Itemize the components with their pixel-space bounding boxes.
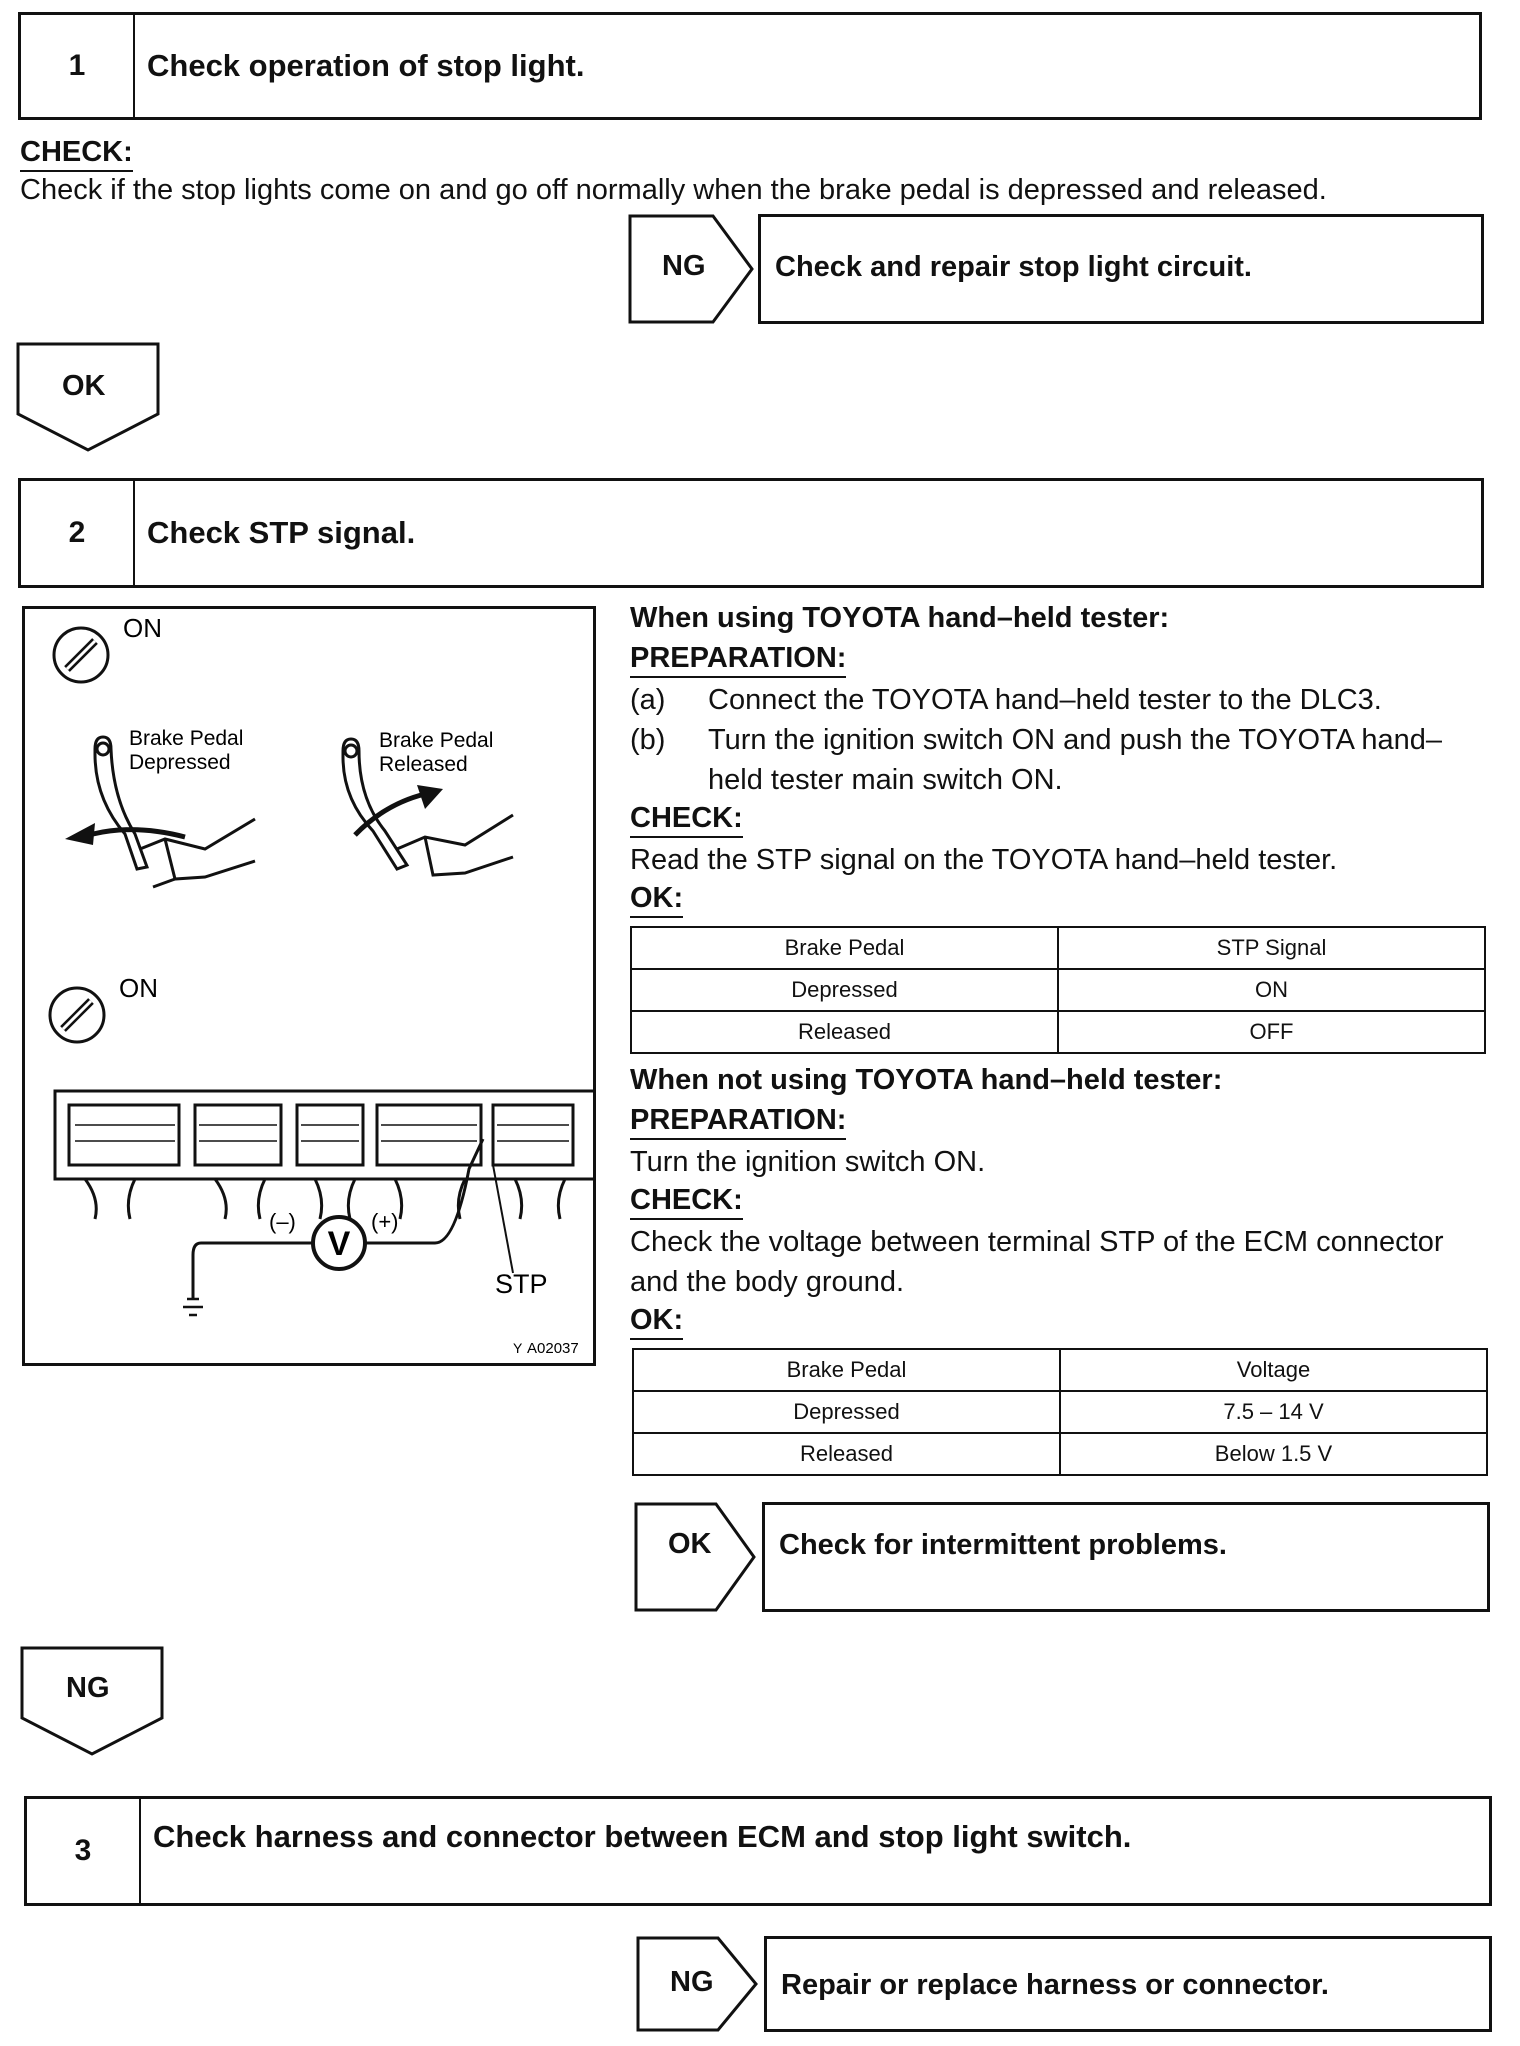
stp-signal-table (630, 926, 1486, 1054)
prep-a-text: Connect the TOYOTA hand–held tester to the DLC3. (708, 684, 1382, 716)
ok-label: OK (668, 1528, 712, 1560)
preparation-heading: PREPARATION: (630, 642, 846, 678)
prep-b-line1: Turn the ignition switch ON and push the TOYOTA hand– (708, 724, 1443, 756)
stp-label: STP (495, 1269, 548, 1299)
ignition-key-icon (50, 988, 104, 1042)
table-cell: 7.5 – 14 V (1060, 1391, 1487, 1433)
no-tester-heading: When not using TOYOTA hand–held tester: (630, 1064, 1223, 1096)
step-title: Check operation of stop light. (147, 48, 585, 83)
prep2-text: Turn the ignition switch ON. (630, 1146, 986, 1178)
table-cell: ON (1058, 969, 1485, 1011)
on-label: ON (119, 973, 158, 1003)
voltmeter-label: V (327, 1225, 351, 1263)
preparation-heading: PREPARATION: (630, 1104, 846, 1140)
table-header: STP Signal (1058, 927, 1485, 969)
table-header-row (631, 927, 1485, 969)
ng-label: NG (66, 1672, 110, 1704)
on-label: ON (123, 613, 162, 643)
prep-b-line2: held tester main switch ON. (708, 764, 1063, 796)
table-cell: Released (631, 1011, 1058, 1053)
step-number: 3 (27, 1799, 141, 1903)
ecm-connector-icon (55, 1091, 593, 1219)
step-2-header (18, 478, 1484, 588)
tester-heading: When using TOYOTA hand–held tester: (630, 602, 1170, 634)
ng-label: NG (662, 250, 706, 282)
table-row (633, 1391, 1487, 1433)
table-row (633, 1433, 1487, 1475)
check-heading: CHECK: (630, 802, 743, 838)
check-text: Check if the stop lights come on and go off normally when the brake pedal is depressed and released. (20, 174, 1327, 206)
table-cell: OFF (1058, 1011, 1485, 1053)
ok-branch (634, 1502, 1490, 1612)
table-cell: Depressed (633, 1391, 1060, 1433)
prep-a-label: (a) (630, 684, 666, 716)
check2-line2: and the body ground. (630, 1266, 905, 1298)
check-heading: CHECK: (630, 1184, 743, 1220)
pedal-depressed-line2: Depressed (129, 751, 231, 774)
check2-line1: Check the voltage between terminal STP of the ECM connector (630, 1226, 1444, 1258)
ok-result: Check for intermittent problems. (762, 1502, 1490, 1612)
ok-heading: OK: (630, 1304, 683, 1340)
check-heading: CHECK: (20, 136, 133, 172)
step-number: 2 (21, 481, 135, 585)
voltage-table (632, 1348, 1488, 1476)
table-row (631, 1011, 1485, 1053)
prep-b-label: (b) (630, 724, 666, 756)
ng-label: NG (670, 1966, 714, 1998)
ignition-key-icon (54, 628, 108, 682)
ok-label: OK (62, 370, 106, 402)
ng-result: Repair or replace harness or connector. (764, 1936, 1492, 2032)
figure-id: A02037 (527, 1340, 579, 1357)
step-number: 1 (21, 15, 135, 117)
table-header: Brake Pedal (631, 927, 1058, 969)
step-1-header (18, 12, 1482, 120)
plus-label: (+) (371, 1209, 399, 1234)
step-title: Check STP signal. (147, 515, 416, 550)
figure-mark: Y (513, 1340, 523, 1356)
minus-label: (–) (269, 1209, 296, 1234)
ng-branch (636, 1936, 1492, 2046)
ng-result: Check and repair stop light circuit. (758, 214, 1484, 324)
step-title: Check harness and connector between ECM and stop light switch. (153, 1819, 1132, 1854)
pedal-depressed-line1: Brake Pedal (129, 727, 244, 750)
table-cell: Released (633, 1433, 1060, 1475)
diagram-figure (22, 606, 596, 1366)
ok-heading: OK: (630, 882, 683, 918)
ng-branch (628, 214, 1484, 324)
table-header-row (633, 1349, 1487, 1391)
table-row (631, 969, 1485, 1011)
pedal-released-line1: Brake Pedal (379, 729, 494, 752)
table-header: Voltage (1060, 1349, 1487, 1391)
check-text: Read the STP signal on the TOYOTA hand–held tester. (630, 844, 1338, 876)
step-3-header (24, 1796, 1492, 1906)
pedal-released-line2: Released (379, 753, 468, 776)
table-cell: Below 1.5 V (1060, 1433, 1487, 1475)
table-header: Brake Pedal (633, 1349, 1060, 1391)
table-cell: Depressed (631, 969, 1058, 1011)
